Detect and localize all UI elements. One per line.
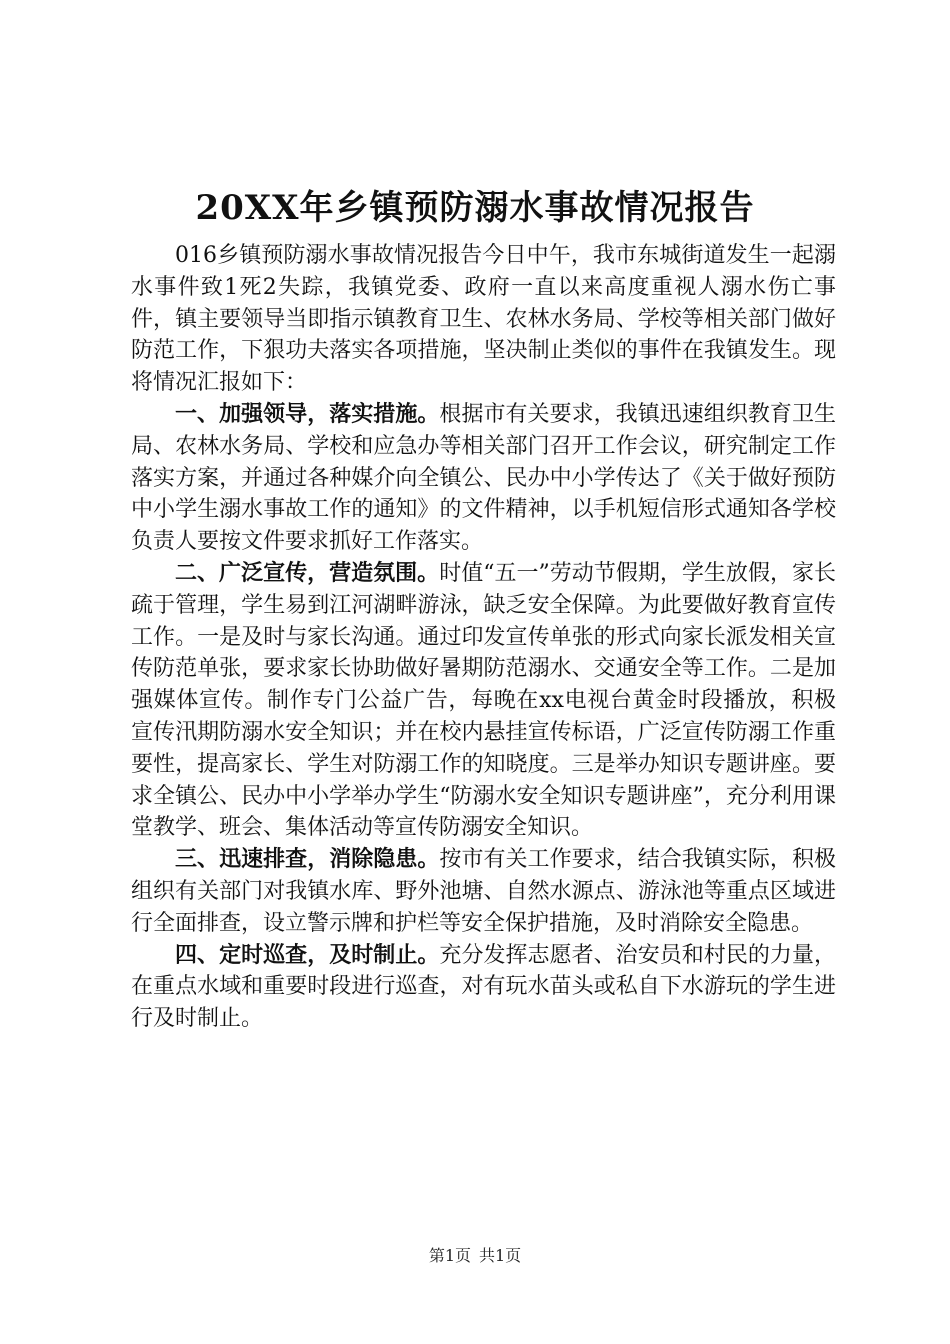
- section-paragraph-4: [131, 940, 836, 1035]
- document-body: [131, 240, 836, 1035]
- section-text-2: 时值“五一”劳动节假期，学生放假，家长疏于管理，学生易到江河湖畔游泳，缺乏安全保障。为此要做好教育宣传工作。一是及时与家长沟通。通过印发宣传单张的形式向家长派发相关宣传防范单张，要求家长协助做好暑期防范溺水、交通安全等工作。二是加强媒体宣传。制作专门公益广告，每晚在xx电视台黄金时段播放，积极宣传汛期防溺水安全知识；并在校内悬挂宣传标语，广泛宣传防溺工作重要性，提高家长、学生对防溺工作的知晓度。三是举办知识专题讲座。要求全镇公、民办中小学举办学生“防溺水安全知识专题讲座”，充分利用课堂教学、班会、集体活动等宣传防溺安全知识。: [131, 560, 836, 841]
- section-paragraph-2: [131, 558, 836, 844]
- section-heading-1: 一、加强领导，落实措施。: [175, 401, 440, 427]
- intro-paragraph: 016乡镇预防溺水事故情况报告今日中午，我市东城街道发生一起溺水事件致1死2失踪，我镇党委、政府一直以来高度重视人溺水伤亡事件，镇主要领导当即指示镇教育卫生、农林水务局、学校等相关部门做好防范工作，下狠功夫落实各项措施，坚决制止类似的事件在我镇发生。现将情况汇报如下：: [131, 243, 836, 396]
- section-heading-3: 三、迅速排查，消除隐患。: [175, 847, 440, 873]
- section-heading-4: 四、定时巡查，及时制止。: [175, 942, 440, 968]
- section-paragraph-1: [131, 399, 836, 558]
- page-number-current: 第1页: [428, 1246, 471, 1265]
- section-heading-2: 二、广泛宣传，营造氛围。: [175, 560, 440, 586]
- page-footer: [0, 1246, 950, 1266]
- section-text-4: 充分发挥志愿者、治安员和村民的力量，在重点水域和重要时段进行巡查，对有玩水苗头或私自下水游玩的学生进行及时制止。: [131, 942, 836, 1032]
- page-number-total: 共1页: [479, 1246, 522, 1265]
- section-text-1: 根据市有关要求，我镇迅速组织教育卫生局、农林水务局、学校和应急办等相关部门召开工作会议，研究制定工作落实方案，并通过各种媒介向全镇公、民办中小学传达了《关于做好预防中小学生溺水事故工作的通知》的文件精神，以手机短信形式通知各学校负责人要按文件要求抓好工作落实。: [131, 401, 836, 555]
- document-title: 20XX年乡镇预防溺水事故情况报告: [195, 188, 755, 228]
- section-paragraph-3: [131, 844, 836, 939]
- section-text-3: 按市有关工作要求，结合我镇实际，积极组织有关部门对我镇水库、野外池塘、自然水源点、游泳池等重点区域进行全面排查，设立警示牌和护栏等安全保护措施，及时消除安全隐患。: [131, 847, 836, 936]
